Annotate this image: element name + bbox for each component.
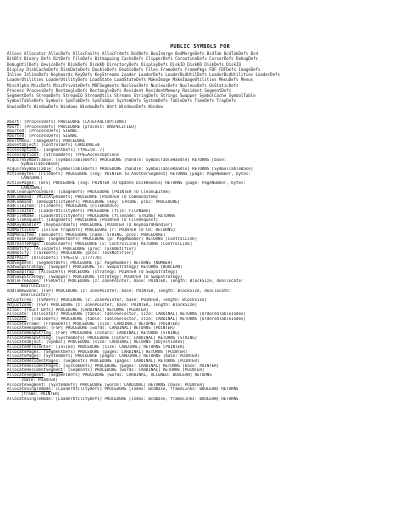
symbol-signature: : [SegmentDefs] PROCEDURE [p: PageNumber] RETURNS [NUMBER]: [31, 260, 173, 265]
symbol-signature: : [FSP] PROCEDURE [nchars: CARDINAL] RETURNS [STRING]: [50, 330, 180, 335]
symbol-signature: : [Fault Defs] PROCEDURE [CARDINAL] RETURNS [POINTER]: [19, 307, 149, 312]
symbol-name: AddFileIter: [7, 209, 34, 214]
symbol-signature: : [LoaderUtilityDefs] PROCEDURE [file: FileName]: [33, 209, 151, 214]
symbol-signature: : [DebugUtilityDefs] PROCEDURE [key: STRING, proc: PROCEDURE]: [31, 199, 180, 204]
symbol-name: AllocateSegment: [7, 382, 44, 387]
symbol-name: AddressFromPage: [7, 237, 44, 242]
symbol-name: AddNotify: [7, 246, 29, 251]
symbol-signature: : [Segments] PROCEDURE [words: CARDINAL] RETURNS [POINTER]: [63, 368, 205, 373]
symbol-signature: : [ImageDefs] PROCEDURE [POINTER TO FileRequest]: [41, 218, 159, 223]
symbol-name: AddrPair: [7, 255, 27, 260]
symbol-name: AllocateHeapNode: [7, 326, 46, 331]
symbol-name: AddNotify: [7, 251, 29, 256]
symbol-signature: CARDINAL]: [21, 185, 43, 190]
module-list-line: DebugUtilDefs DeviceDefs DiskDefs DiskKD DirectoryDefs DisplayDefs DiskIO DiskKD DiskDefs DiskIO: [7, 61, 241, 67]
symbol-name: AllocatePages: [7, 349, 39, 354]
symbol-name: AddFileItem: [7, 204, 34, 209]
symbol-name: AllocateSegment: [7, 373, 44, 378]
symbol-name: ActivePages: [7, 180, 34, 185]
symbol-name: AllocateResidentPages: [7, 363, 59, 368]
symbol-name: AllocateHeapString: [7, 330, 51, 335]
module-list-line: Inline InlineDefs Keyboards KeyDefs KeyStreams Loader LoaderDefs LoaderBcdUtilDefs LoaderBcdUtilities LoaderDefs: [7, 72, 280, 77]
symbol-signature: : [SystemDefs] PROCEDURE [words: CARDINAL] RETURNS [base: POINTER]: [43, 382, 205, 387]
symbol-name: AddKeyHandler: [7, 223, 39, 228]
symbol-name: ActiveBytes: [7, 171, 34, 176]
symbol-name: AcquireSymbolTable: [7, 166, 51, 171]
symbol-name: AddFileName: [7, 213, 34, 218]
symbol-entries: [7, 120, 395, 401]
symbol-signature: : [LoaderUtilityDefs] PROCEDURE [index: BcdBase, frameLinks: BOOLEAN] RETURNS: [50, 396, 239, 401]
symbol-name: AddressToPage: [7, 241, 39, 246]
symbol-signature: : [Swapper] PROCEDURE [strategy: POINTER TO SwapStrategy]: [43, 274, 183, 279]
symbol-name: AddCommand: [7, 199, 32, 204]
symbol-name: AddSwapTrap: [7, 270, 34, 274]
symbol-signature: : [Symbol] PROCEDURE [size: CARDINAL] RETURNS [ObjectIndex]: [41, 340, 185, 345]
symbol-signature: : [FSP] PROCEDURE [z: ZonePointer, base: POINTER, length: BlockSize, deallocate:: [36, 288, 232, 293]
symbol-signature: : [FSP] PROCEDURE [z: ZonePointer, base: POINTER, length: BlockSize]: [31, 302, 198, 307]
symbol-name: AllocateSingleNode: [7, 387, 51, 392]
symbol-signature: : [TaskDefs] PROCEDURE [proc: TaskNotifier]: [28, 251, 134, 256]
symbol-signature: : [SegmentDefs] TYPE=[0..7]: [38, 148, 105, 153]
symbol-signature: : [FSPDefs] PROCEDURE [z: ZonePointer, base: POINTER, length: BlockSize]: [31, 298, 207, 303]
symbol-name: Aborted: [7, 134, 25, 139]
symbol-signature: : [SegmentDefs] PROCEDURE [p: PageNumber] RETURNS [ControlLink]: [43, 237, 198, 242]
symbol-signature: : [Swapper] PROCEDURE [s: SwapStrategy] RETURNS [BOOLEAN]: [43, 265, 183, 270]
symbol-name: AddSwapStrategy: [7, 265, 44, 270]
symbol-name: AdjustFree: [7, 298, 32, 303]
symbol-signature: : [SegmentDefs] PROCEDURE [words: CARDINAL, ALIGNED: BOOLEAN] RETURNS: [43, 373, 212, 378]
module-list-line: MiscAlpha MiscDefs MiscPrivateDefs MOFSegments NucleusDefs NucleusDefs NucleusDefs OsStaticDefs: [7, 82, 239, 88]
symbol-signature: Deallocator]: [21, 293, 51, 298]
symbol-name: AccessOptions: [7, 152, 39, 157]
module-list-line: UnwindDefs WindowDefs Windows WindowDefs Wart WindowsDefs Window: [7, 103, 163, 109]
symbol-name: AbortMenu: [7, 138, 29, 143]
symbol-name: Aborted: [7, 129, 25, 134]
symbol-signature: : [TableDefs] PROCEDURE [table: TableSelector, size: CARDINAL] RETURNS [OrderedTableIndex]: [26, 316, 246, 321]
symbol-name: AddCommand: [7, 195, 32, 199]
page-title: PUBLIC SYMBOLS FOR: [170, 44, 230, 50]
symbol-name: AccessOptions: [7, 148, 39, 153]
symbol-signature: : [ProcessDefs] SIGNAL: [24, 129, 78, 134]
symbol-name: AdjustZone: [7, 302, 32, 307]
symbol-name: AddMultiChar: [7, 227, 37, 232]
symbol-name: AddSegment: [7, 260, 32, 265]
symbol-signature: : [ProcessDefs] PROCEDURE [LATEFAULTOPTIONS]: [19, 120, 127, 124]
symbol-name: AllocateRPresenter: [7, 345, 51, 349]
symbol-signature: [frame: POINTER]: [21, 391, 60, 396]
symbol-signature: : [KeyboardDefs] PROCEDURE [POINTER TO KeyboardHandler]: [38, 223, 173, 228]
symbol-name: Abort: [7, 120, 20, 124]
symbol-name: AddCleanupProcedure: [7, 190, 54, 195]
symbol-signature: : [SymbolTableDefs] PROCEDURE [handle: SymbolTableHandle] RETURNS [SymbolTableBase]: [50, 166, 254, 171]
symbol-signature: : [Allocator] PROCEDURE [table: TableSelector, size: CARDINAL] RETURNS [OrderedTableIndex]: [26, 312, 246, 317]
symbol-signature: : [SegmentDefs] PROCEDURE [pages: CARDINAL] RETURNS [POINTER]: [38, 349, 188, 354]
symbol-signature: : [SymbolTableDefs] PROCEDURE [handle: SymbolTableHandle] RETURNS [base:: [50, 157, 227, 162]
symbol-entry: [7, 397, 395, 402]
symbol-signature: : [MiscAlphaDefs] PROCEDURE [POINTER TO CommandItem]: [31, 195, 159, 199]
symbol-signature: : [LoaderUtilityDefs] PROCEDURE [index: BcdBase, frameLinks: BOOLEAN] RETURNS: [50, 387, 239, 392]
symbol-signature: : [AllocDefs] PROCEDURE [strategy: POINTER TO SwapStrategy]: [33, 270, 178, 274]
symbol-name: Allocate: [7, 312, 27, 317]
symbol-name: AllocateFrame: [7, 321, 39, 326]
symbol-signature: Deallocator]: [21, 284, 51, 289]
symbol-signature: : [ProcessDefs] PROCEDURE [process: UNSPECIFIED]: [19, 124, 137, 129]
symbol-signature: CARDINAL]: [21, 176, 43, 181]
symbol-name: AllocateObject: [7, 340, 42, 345]
symbol-signature: : [LoaderUtilityDefs] PROCEDURE [filename: STRING] RETURNS: [33, 213, 176, 218]
symbol-signature: : [Segments] PROCEDURE [pages: CARDINAL] RETURNS [POINTER]: [58, 359, 200, 364]
symbol-signature: [base: POINTER]: [21, 377, 58, 382]
symbol-name: AllocateResidentPages: [7, 359, 59, 364]
symbol-signature: : [ControlDefs] CARDINAL=0: [36, 143, 100, 148]
symbol-name: AddToFreeZone: [7, 279, 39, 284]
module-list: [7, 51, 395, 109]
symbol-name: AddMenuItem: [7, 232, 34, 237]
symbol-name: AllocateSingleNode: [7, 396, 51, 401]
module-list-line: Display DiskCacheDefs DiskDataDefs DoubleDefs DoubleDefs Files FrameDefs FramePkgs FDF FDFDefs ImageDefs: [7, 66, 261, 72]
symbol-name: AddSwapStrategy: [7, 274, 44, 279]
symbol-signature: : [FileDefs] PROCEDURE [FileHandle]: [33, 204, 120, 209]
symbol-name: absentObject: [7, 143, 37, 148]
symbol-name: AllocatePages: [7, 354, 39, 359]
module-list-line: BitBlt Binary Defs BitDefs FileDefs Bitmapping CacheDefs ClipperDefs CoroutineDefs CursorDefs DebugDefs: [7, 56, 258, 62]
module-list-line: SegmentDefs StreamDefs StreamIO StreamUtils Streams StringDefs Strings Swapper SymbolCache SymbolTable: [7, 93, 256, 98]
symbol-signature: SymbolTableBase]: [21, 162, 60, 167]
symbol-signature: : [FSPDefs] PROCEDURE [z: ZonePointer, base: POINTER, length: BlockSize, deallocate:: [38, 279, 244, 284]
symbol-signature: : [SystemDefs] PROCEDURE [pages: CARDINAL] RETURNS [base: POINTER]: [38, 354, 200, 359]
symbol-signature: : [FrameDefs] PROCEDURE [size: CARDINAL] RETURNS [POINTER]: [38, 321, 181, 326]
symbol-name: AddToNewZone: [7, 288, 37, 293]
module-list-line: Allocs Allocator AllocDefs AllocFaults AllocFrdefs BcdDefs BooInorge BcdMergeDefs BcdTab BcdTabDefs Bcd: [7, 51, 258, 56]
module-list-line: SymbolTableDefs Symbols SymTabDefs SymTabOps SystemDefs SystemDefs TableDefs TimeDefs TrapDefs: [7, 98, 237, 104]
symbol-signature: : [ImageDefs] PROCEDURE: [28, 138, 85, 143]
symbol-signature: : [menuDefs] PROCEDURE [name: STRING, proc: PROCEDURE]: [33, 232, 166, 237]
symbol-name: AllocateResidentSegment: [7, 368, 64, 373]
symbol-signature: : [SystemDefs] PROCEDURE [nchars: CARDINAL] RETURNS [STRING]: [50, 335, 198, 340]
symbol-name: AddFileRequest: [7, 218, 42, 223]
symbol-signature: : [ImageDefs] PROCEDURE [POINTER TO CleanupItem]: [53, 190, 171, 195]
symbol-name: Allocate: [7, 316, 27, 321]
symbol-signature: : [StreamDefs] TYPE=AccessOptions: [38, 152, 120, 157]
symbol-signature: : [SystemDefs] PROCEDURE [pages: CARDINAL] RETURNS [base: POINTER]: [58, 363, 219, 368]
symbol-signature: : [Inline] PROCEDURE [size: CARDINAL] RETURNS [POINTER]: [50, 345, 185, 349]
symbol-signature: : [AllocDefs] PROCEDURE [proc: TaskNotifier]: [28, 246, 137, 251]
module-list-line: LoaderUtilities LoaderUtilityDefs LoadState LoadStateDefs MakeImage MakeImageUtilities MenuDefs Menus: [7, 77, 254, 83]
symbol-signature: : [FSP] PROCEDURE [words: CARDINAL] RETURNS [POINTER]: [45, 326, 176, 331]
symbol-signature: : [AllocDefs] TYPE=[0..177777B]: [26, 255, 103, 260]
symbol-signature: : [Inline trapDefs] PROCEDURE [r: POINTER TO CR: RETURNS]: [36, 227, 176, 232]
symbol-name: Abort: [7, 124, 20, 129]
symbol-name: AllocateHeapString: [7, 335, 51, 340]
symbol-signature: : [BFS] PROCEDURE [seg: POINTER TO Update DiskHandle] RETURNS [page: PageNumber, bytes:: [33, 180, 246, 185]
module-list-line: Process ProcessDefs RectangleDefs RectangleDefs Resident ResidentMemory Resident SegmentDefs: [7, 87, 232, 93]
symbol-name: Alloc: [7, 307, 20, 312]
symbol-signature: : [ProcessDefs] SIGNAL: [24, 134, 78, 139]
symbol-signature: : [FileDefs] PROCEDURE [seg: POINTER TO AnotherSegment] RETURNS [page: PageNumber, bytes:: [33, 171, 251, 176]
symbol-name: AcquireSymbolTable: [7, 157, 51, 162]
symbol-signature: : [DoubleDefs] PROCEDURE [v: ControlLink] RETURNS [ControlLink]: [38, 241, 193, 246]
